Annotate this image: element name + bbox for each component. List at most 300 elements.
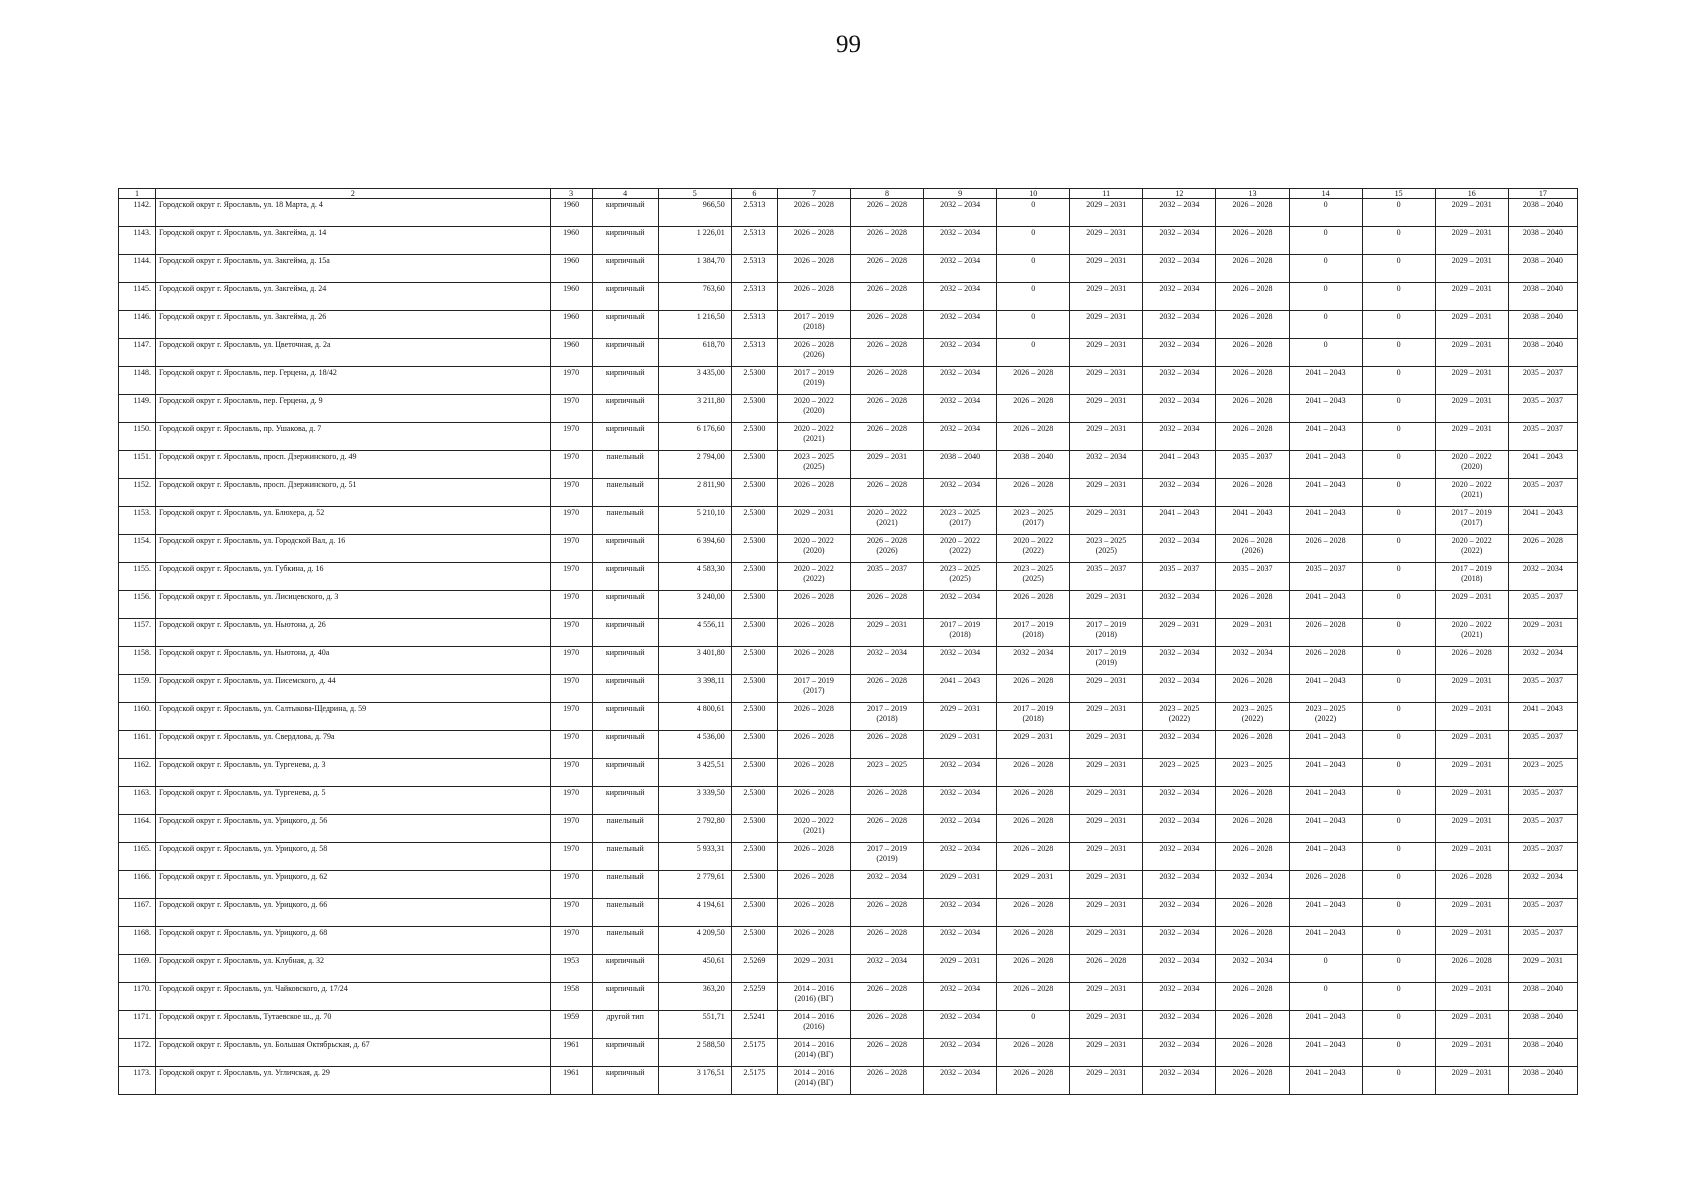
table-cell-col-6: 2.5313: [731, 227, 777, 255]
table-cell-col-7: 2026 – 2028: [777, 899, 850, 927]
table-cell-col-4: панельный: [592, 927, 658, 955]
table-cell-col-16: 2029 – 2031: [1435, 283, 1508, 311]
table-cell-col-4: кирпичный: [592, 983, 658, 1011]
table-cell-col-14: 2041 – 2043: [1289, 451, 1362, 479]
table-cell-col-12: 2032 – 2034: [1143, 675, 1216, 703]
table-cell-col-3: 1970: [550, 423, 592, 451]
table-cell-col-1: 1147.: [119, 339, 156, 367]
table-cell-col-14: 2041 – 2043: [1289, 787, 1362, 815]
table-cell-col-13: 2026 – 2028: [1216, 591, 1289, 619]
table-cell-col-10: 2026 – 2028: [997, 367, 1070, 395]
table-cell-col-7: 2026 – 2028: [777, 647, 850, 675]
table-cell-col-17: 2038 – 2040: [1508, 339, 1577, 367]
table-cell-col-7: 2026 – 2028: [777, 591, 850, 619]
table-cell-col-1: 1145.: [119, 283, 156, 311]
table-cell-col-15: 0: [1362, 423, 1435, 451]
table-cell-col-5: 3 425,51: [658, 759, 731, 787]
column-header-10: 10: [997, 189, 1070, 199]
table-cell-col-9: 2032 – 2034: [924, 591, 997, 619]
table-cell-col-3: 1970: [550, 619, 592, 647]
table-cell-col-6: 2.5300: [731, 619, 777, 647]
table-cell-col-13: 2023 – 2025: [1216, 759, 1289, 787]
table-cell-col-17: 2038 – 2040: [1508, 983, 1577, 1011]
table-cell-col-11: 2029 – 2031: [1070, 731, 1143, 759]
table-cell-col-2: Городской округ г. Ярославль, пр. Ушакова, д. 7: [156, 423, 551, 451]
table-cell-col-14: 2041 – 2043: [1289, 1067, 1362, 1095]
table-cell-col-8: 2017 – 2019 (2019): [850, 843, 923, 871]
table-cell-col-11: 2029 – 2031: [1070, 423, 1143, 451]
table-cell-col-17: 2035 – 2037: [1508, 843, 1577, 871]
table-row: [119, 451, 1578, 479]
table-cell-col-7: 2014 – 2016 (2016) (ВГ): [777, 983, 850, 1011]
table-cell-col-7: 2026 – 2028: [777, 479, 850, 507]
table-cell-col-17: 2035 – 2037: [1508, 731, 1577, 759]
table-cell-col-3: 1960: [550, 255, 592, 283]
table-row: [119, 871, 1578, 899]
table-cell-col-1: 1148.: [119, 367, 156, 395]
column-header-4: 4: [592, 189, 658, 199]
table-cell-col-2: Городской округ г. Ярославль, ул. Чайковского, д. 17/24: [156, 983, 551, 1011]
table-cell-col-7: 2023 – 2025 (2025): [777, 451, 850, 479]
table-cell-col-5: 1 384,70: [658, 255, 731, 283]
table-cell-col-7: 2020 – 2022 (2021): [777, 815, 850, 843]
table-cell-col-8: 2026 – 2028: [850, 311, 923, 339]
table-cell-col-5: 2 779,61: [658, 871, 731, 899]
table-cell-col-8: 2026 – 2028 (2026): [850, 535, 923, 563]
table-cell-col-2: Городской округ г. Ярославль, ул. Городской Вал, д. 16: [156, 535, 551, 563]
table-cell-col-13: 2035 – 2037: [1216, 451, 1289, 479]
table-cell-col-15: 0: [1362, 619, 1435, 647]
table-row: [119, 1011, 1578, 1039]
table-cell-col-2: Городской округ г. Ярославль, пер. Герцена, д. 18/42: [156, 367, 551, 395]
table-cell-col-8: 2026 – 2028: [850, 787, 923, 815]
table-cell-col-1: 1143.: [119, 227, 156, 255]
table-cell-col-10: 0: [997, 339, 1070, 367]
table-cell-col-3: 1970: [550, 395, 592, 423]
table-cell-col-11: 2029 – 2031: [1070, 703, 1143, 731]
table-cell-col-17: 2023 – 2025: [1508, 759, 1577, 787]
table-cell-col-5: 2 588,50: [658, 1039, 731, 1067]
table-cell-col-17: 2041 – 2043: [1508, 703, 1577, 731]
table-cell-col-10: 2023 – 2025 (2017): [997, 507, 1070, 535]
table-cell-col-13: 2026 – 2028: [1216, 199, 1289, 227]
table-cell-col-15: 0: [1362, 227, 1435, 255]
table-body: [119, 199, 1578, 1095]
table-cell-col-14: 0: [1289, 255, 1362, 283]
table-row: [119, 479, 1578, 507]
table-cell-col-6: 2.5300: [731, 759, 777, 787]
table-row: [119, 731, 1578, 759]
table-cell-col-12: 2032 – 2034: [1143, 423, 1216, 451]
table-cell-col-5: 4 209,50: [658, 927, 731, 955]
table-cell-col-12: 2032 – 2034: [1143, 199, 1216, 227]
table-cell-col-2: Городской округ г. Ярославль, ул. Цветочная, д. 2а: [156, 339, 551, 367]
table-cell-col-15: 0: [1362, 647, 1435, 675]
table-cell-col-16: 2029 – 2031: [1435, 675, 1508, 703]
table-cell-col-7: 2026 – 2028: [777, 255, 850, 283]
table-cell-col-7: 2026 – 2028: [777, 843, 850, 871]
table-cell-col-17: 2029 – 2031: [1508, 619, 1577, 647]
table-cell-col-5: 450,61: [658, 955, 731, 983]
table-cell-col-13: 2032 – 2034: [1216, 871, 1289, 899]
table-cell-col-1: 1170.: [119, 983, 156, 1011]
table-cell-col-8: 2026 – 2028: [850, 227, 923, 255]
table-cell-col-13: 2026 – 2028: [1216, 479, 1289, 507]
table-cell-col-1: 1160.: [119, 703, 156, 731]
table-cell-col-7: 2014 – 2016 (2014) (ВГ): [777, 1039, 850, 1067]
table-cell-col-15: 0: [1362, 703, 1435, 731]
table-row: [119, 1067, 1578, 1095]
table-cell-col-10: 2026 – 2028: [997, 591, 1070, 619]
table-cell-col-5: 3 401,80: [658, 647, 731, 675]
table-cell-col-5: 1 226,01: [658, 227, 731, 255]
table-cell-col-12: 2041 – 2043: [1143, 451, 1216, 479]
table-cell-col-7: 2026 – 2028: [777, 759, 850, 787]
table-cell-col-4: кирпичный: [592, 703, 658, 731]
table-cell-col-16: 2017 – 2019 (2017): [1435, 507, 1508, 535]
table-cell-col-9: 2023 – 2025 (2017): [924, 507, 997, 535]
table-cell-col-2: Городской округ г. Ярославль, ул. Салтыкова-Щедрина, д. 59: [156, 703, 551, 731]
table-cell-col-14: 2041 – 2043: [1289, 1039, 1362, 1067]
table-cell-col-11: 2029 – 2031: [1070, 311, 1143, 339]
table-cell-col-4: кирпичный: [592, 535, 658, 563]
table-cell-col-3: 1961: [550, 1067, 592, 1095]
table-cell-col-16: 2029 – 2031: [1435, 731, 1508, 759]
table-cell-col-6: 2.5300: [731, 871, 777, 899]
table-cell-col-5: 2 811,90: [658, 479, 731, 507]
table-cell-col-12: 2035 – 2037: [1143, 563, 1216, 591]
table-cell-col-6: 2.5300: [731, 899, 777, 927]
table-cell-col-9: 2029 – 2031: [924, 703, 997, 731]
table-cell-col-13: 2026 – 2028: [1216, 843, 1289, 871]
table-cell-col-16: 2029 – 2031: [1435, 703, 1508, 731]
table-cell-col-11: 2029 – 2031: [1070, 927, 1143, 955]
table-cell-col-2: Городской округ г. Ярославль, ул. Урицкого, д. 66: [156, 899, 551, 927]
table-cell-col-8: 2032 – 2034: [850, 647, 923, 675]
table-cell-col-8: 2026 – 2028: [850, 423, 923, 451]
table-cell-col-7: 2026 – 2028: [777, 703, 850, 731]
table-cell-col-9: 2029 – 2031: [924, 731, 997, 759]
column-header-16: 16: [1435, 189, 1508, 199]
table-cell-col-9: 2032 – 2034: [924, 815, 997, 843]
column-header-12: 12: [1143, 189, 1216, 199]
table-cell-col-9: 2032 – 2034: [924, 255, 997, 283]
table-cell-col-11: 2029 – 2031: [1070, 675, 1143, 703]
table-cell-col-5: 4 556,11: [658, 619, 731, 647]
table-cell-col-14: 0: [1289, 199, 1362, 227]
table-cell-col-5: 551,71: [658, 1011, 731, 1039]
table-cell-col-2: Городской округ г. Ярославль, ул. Клубная, д. 32: [156, 955, 551, 983]
table-cell-col-4: кирпичный: [592, 1039, 658, 1067]
table-cell-col-12: 2032 – 2034: [1143, 591, 1216, 619]
table-cell-col-11: 2035 – 2037: [1070, 563, 1143, 591]
table-cell-col-16: 2029 – 2031: [1435, 899, 1508, 927]
table-cell-col-3: 1970: [550, 563, 592, 591]
table-row: [119, 535, 1578, 563]
table-cell-col-13: 2026 – 2028: [1216, 367, 1289, 395]
table-cell-col-9: 2041 – 2043: [924, 675, 997, 703]
table-cell-col-17: 2035 – 2037: [1508, 899, 1577, 927]
table-cell-col-16: 2017 – 2019 (2018): [1435, 563, 1508, 591]
table-cell-col-9: 2017 – 2019 (2018): [924, 619, 997, 647]
table-cell-col-15: 0: [1362, 563, 1435, 591]
table-cell-col-5: 763,60: [658, 283, 731, 311]
header-row: [119, 189, 1578, 199]
table-cell-col-8: 2026 – 2028: [850, 927, 923, 955]
table-cell-col-2: Городской округ г. Ярославль, ул. Урицкого, д. 56: [156, 815, 551, 843]
table-cell-col-14: 2041 – 2043: [1289, 759, 1362, 787]
table-cell-col-9: 2032 – 2034: [924, 647, 997, 675]
table-cell-col-6: 2.5300: [731, 815, 777, 843]
table-cell-col-6: 2.5300: [731, 479, 777, 507]
table-cell-col-13: 2026 – 2028: [1216, 227, 1289, 255]
table-cell-col-3: 1970: [550, 843, 592, 871]
table-cell-col-14: 2026 – 2028: [1289, 535, 1362, 563]
table-cell-col-1: 1146.: [119, 311, 156, 339]
table-cell-col-1: 1164.: [119, 815, 156, 843]
table-cell-col-11: 2017 – 2019 (2018): [1070, 619, 1143, 647]
table-cell-col-5: 3 339,50: [658, 787, 731, 815]
table-cell-col-8: 2026 – 2028: [850, 479, 923, 507]
table-cell-col-12: 2032 – 2034: [1143, 311, 1216, 339]
table-cell-col-11: 2029 – 2031: [1070, 255, 1143, 283]
table-cell-col-10: 2026 – 2028: [997, 955, 1070, 983]
table-cell-col-15: 0: [1362, 983, 1435, 1011]
table-cell-col-15: 0: [1362, 591, 1435, 619]
table-cell-col-15: 0: [1362, 1067, 1435, 1095]
table-cell-col-2: Городской округ г. Ярославль, ул. 18 Марта, д. 4: [156, 199, 551, 227]
table-cell-col-13: 2026 – 2028: [1216, 675, 1289, 703]
table-cell-col-14: 0: [1289, 339, 1362, 367]
table-cell-col-2: Городской округ г. Ярославль, ул. Урицкого, д. 62: [156, 871, 551, 899]
table-cell-col-16: 2029 – 2031: [1435, 1011, 1508, 1039]
table-cell-col-16: 2029 – 2031: [1435, 227, 1508, 255]
table-cell-col-5: 4 194,61: [658, 899, 731, 927]
table-cell-col-10: 2026 – 2028: [997, 1039, 1070, 1067]
table-cell-col-8: 2026 – 2028: [850, 1039, 923, 1067]
table-cell-col-3: 1961: [550, 1039, 592, 1067]
table-cell-col-14: 2041 – 2043: [1289, 1011, 1362, 1039]
table-cell-col-3: 1960: [550, 199, 592, 227]
table-cell-col-13: 2026 – 2028: [1216, 1039, 1289, 1067]
table-cell-col-15: 0: [1362, 367, 1435, 395]
table-cell-col-12: 2032 – 2034: [1143, 255, 1216, 283]
table-cell-col-17: 2038 – 2040: [1508, 1067, 1577, 1095]
table-cell-col-9: 2032 – 2034: [924, 395, 997, 423]
column-header-1: 1: [119, 189, 156, 199]
table-cell-col-7: 2026 – 2028: [777, 787, 850, 815]
table-cell-col-7: 2017 – 2019 (2019): [777, 367, 850, 395]
table-cell-col-9: 2032 – 2034: [924, 1067, 997, 1095]
table-cell-col-1: 1158.: [119, 647, 156, 675]
column-header-6: 6: [731, 189, 777, 199]
table-cell-col-12: 2032 – 2034: [1143, 843, 1216, 871]
table-cell-col-3: 1970: [550, 535, 592, 563]
table-cell-col-15: 0: [1362, 535, 1435, 563]
table-cell-col-15: 0: [1362, 731, 1435, 759]
table-cell-col-3: 1970: [550, 647, 592, 675]
table-cell-col-15: 0: [1362, 899, 1435, 927]
table-cell-col-5: 3 240,00: [658, 591, 731, 619]
table-cell-col-12: 2032 – 2034: [1143, 283, 1216, 311]
table-cell-col-10: 0: [997, 255, 1070, 283]
table-cell-col-10: 0: [997, 1011, 1070, 1039]
table-cell-col-8: 2020 – 2022 (2021): [850, 507, 923, 535]
table-cell-col-4: кирпичный: [592, 787, 658, 815]
table-cell-col-1: 1167.: [119, 899, 156, 927]
table-cell-col-2: Городской округ г. Ярославль, ул. Лисицевского, д. 3: [156, 591, 551, 619]
table-cell-col-15: 0: [1362, 927, 1435, 955]
table-cell-col-9: 2032 – 2034: [924, 983, 997, 1011]
table-cell-col-5: 2 794,00: [658, 451, 731, 479]
table-cell-col-6: 2.5300: [731, 535, 777, 563]
table-cell-col-11: 2017 – 2019 (2019): [1070, 647, 1143, 675]
table-cell-col-7: 2026 – 2028: [777, 283, 850, 311]
table-cell-col-15: 0: [1362, 871, 1435, 899]
table-cell-col-11: 2029 – 2031: [1070, 591, 1143, 619]
table-cell-col-11: 2029 – 2031: [1070, 395, 1143, 423]
column-header-9: 9: [924, 189, 997, 199]
table-row: [119, 255, 1578, 283]
table-cell-col-15: 0: [1362, 955, 1435, 983]
table-cell-col-1: 1144.: [119, 255, 156, 283]
table-cell-col-13: 2026 – 2028: [1216, 1011, 1289, 1039]
table-cell-col-13: 2026 – 2028: [1216, 395, 1289, 423]
table-cell-col-10: 2038 – 2040: [997, 451, 1070, 479]
table-cell-col-6: 2.5300: [731, 563, 777, 591]
table-cell-col-8: 2026 – 2028: [850, 283, 923, 311]
table-cell-col-1: 1168.: [119, 927, 156, 955]
table-cell-col-15: 0: [1362, 843, 1435, 871]
table-cell-col-8: 2026 – 2028: [850, 255, 923, 283]
table-cell-col-7: 2017 – 2019 (2017): [777, 675, 850, 703]
table-cell-col-5: 618,70: [658, 339, 731, 367]
table-cell-col-1: 1151.: [119, 451, 156, 479]
table-cell-col-1: 1157.: [119, 619, 156, 647]
table-cell-col-16: 2029 – 2031: [1435, 1067, 1508, 1095]
table-cell-col-4: кирпичный: [592, 675, 658, 703]
table-cell-col-1: 1159.: [119, 675, 156, 703]
table-cell-col-15: 0: [1362, 395, 1435, 423]
table-cell-col-17: 2038 – 2040: [1508, 199, 1577, 227]
table-cell-col-3: 1970: [550, 899, 592, 927]
table-cell-col-5: 3 211,80: [658, 395, 731, 423]
table-cell-col-3: 1960: [550, 339, 592, 367]
table-cell-col-10: 2026 – 2028: [997, 759, 1070, 787]
table-cell-col-14: 2041 – 2043: [1289, 479, 1362, 507]
table-cell-col-12: 2032 – 2034: [1143, 1039, 1216, 1067]
table-cell-col-13: 2032 – 2034: [1216, 647, 1289, 675]
table-cell-col-17: 2035 – 2037: [1508, 675, 1577, 703]
table-cell-col-7: 2026 – 2028: [777, 227, 850, 255]
table-cell-col-11: 2029 – 2031: [1070, 367, 1143, 395]
table-cell-col-1: 1155.: [119, 563, 156, 591]
table-cell-col-2: Городской округ г. Ярославль, ул. Урицкого, д. 68: [156, 927, 551, 955]
table-cell-col-1: 1149.: [119, 395, 156, 423]
table-cell-col-9: 2038 – 2040: [924, 451, 997, 479]
column-header-15: 15: [1362, 189, 1435, 199]
table-cell-col-5: 4 800,61: [658, 703, 731, 731]
table-cell-col-11: 2023 – 2025 (2025): [1070, 535, 1143, 563]
table-cell-col-7: 2026 – 2028 (2026): [777, 339, 850, 367]
table-cell-col-9: 2032 – 2034: [924, 339, 997, 367]
table-cell-col-6: 2.5313: [731, 199, 777, 227]
table-cell-col-16: 2029 – 2031: [1435, 843, 1508, 871]
table-cell-col-16: 2029 – 2031: [1435, 927, 1508, 955]
table-cell-col-11: 2029 – 2031: [1070, 199, 1143, 227]
table-row: [119, 647, 1578, 675]
table-cell-col-6: 2.5175: [731, 1039, 777, 1067]
table-cell-col-16: 2026 – 2028: [1435, 955, 1508, 983]
table-cell-col-1: 1161.: [119, 731, 156, 759]
table-cell-col-2: Городской округ г. Ярославль, пер. Герцена, д. 9: [156, 395, 551, 423]
table-cell-col-10: 2017 – 2019 (2018): [997, 703, 1070, 731]
table-cell-col-13: 2026 – 2028: [1216, 283, 1289, 311]
table-cell-col-3: 1959: [550, 1011, 592, 1039]
table-cell-col-2: Городской округ г. Ярославль, ул. Свердлова, д. 79а: [156, 731, 551, 759]
table-cell-col-9: 2032 – 2034: [924, 1039, 997, 1067]
table-cell-col-3: 1970: [550, 507, 592, 535]
table-cell-col-14: 2026 – 2028: [1289, 647, 1362, 675]
table-cell-col-6: 2.5300: [731, 507, 777, 535]
table-row: [119, 423, 1578, 451]
table-cell-col-17: 2035 – 2037: [1508, 395, 1577, 423]
table-cell-col-7: 2020 – 2022 (2020): [777, 395, 850, 423]
table-cell-col-9: 2032 – 2034: [924, 367, 997, 395]
table-cell-col-10: 2029 – 2031: [997, 731, 1070, 759]
table-cell-col-10: 0: [997, 199, 1070, 227]
table-cell-col-5: 3 176,51: [658, 1067, 731, 1095]
table-cell-col-15: 0: [1362, 507, 1435, 535]
table-cell-col-10: 2020 – 2022 (2022): [997, 535, 1070, 563]
table-cell-col-6: 2.5313: [731, 311, 777, 339]
table-cell-col-2: Городской округ г. Ярославль, просп. Дзержинского, д. 49: [156, 451, 551, 479]
table-cell-col-8: 2026 – 2028: [850, 339, 923, 367]
table-cell-col-17: 2038 – 2040: [1508, 227, 1577, 255]
table-cell-col-12: 2032 – 2034: [1143, 395, 1216, 423]
table-cell-col-6: 2.5313: [731, 339, 777, 367]
table-cell-col-14: 0: [1289, 227, 1362, 255]
table-cell-col-16: 2020 – 2022 (2021): [1435, 479, 1508, 507]
table-cell-col-9: 2032 – 2034: [924, 1011, 997, 1039]
table-cell-col-9: 2032 – 2034: [924, 927, 997, 955]
table-cell-col-11: 2029 – 2031: [1070, 283, 1143, 311]
column-header-2: 2: [156, 189, 551, 199]
table-cell-col-11: 2029 – 2031: [1070, 339, 1143, 367]
table-cell-col-5: 3 398,11: [658, 675, 731, 703]
table-cell-col-12: 2032 – 2034: [1143, 479, 1216, 507]
table-cell-col-13: 2026 – 2028: [1216, 339, 1289, 367]
table-cell-col-15: 0: [1362, 815, 1435, 843]
table-cell-col-5: 363,20: [658, 983, 731, 1011]
table-cell-col-16: 2029 – 2031: [1435, 759, 1508, 787]
table-cell-col-2: Городской округ г. Ярославль, ул. Тургенева, д. 3: [156, 759, 551, 787]
table-cell-col-8: 2026 – 2028: [850, 675, 923, 703]
table-cell-col-13: 2026 – 2028: [1216, 1067, 1289, 1095]
table-cell-col-8: 2029 – 2031: [850, 619, 923, 647]
table-cell-col-7: 2029 – 2031: [777, 507, 850, 535]
table-cell-col-15: 0: [1362, 199, 1435, 227]
table-cell-col-9: 2032 – 2034: [924, 759, 997, 787]
table-row: [119, 507, 1578, 535]
table-cell-col-17: 2038 – 2040: [1508, 1011, 1577, 1039]
table-cell-col-3: 1953: [550, 955, 592, 983]
table-cell-col-3: 1960: [550, 283, 592, 311]
table-cell-col-2: Городской округ г. Ярославль, ул. Писемского, д. 44: [156, 675, 551, 703]
column-header-3: 3: [550, 189, 592, 199]
table-cell-col-4: кирпичный: [592, 227, 658, 255]
table-cell-col-14: 2041 – 2043: [1289, 731, 1362, 759]
